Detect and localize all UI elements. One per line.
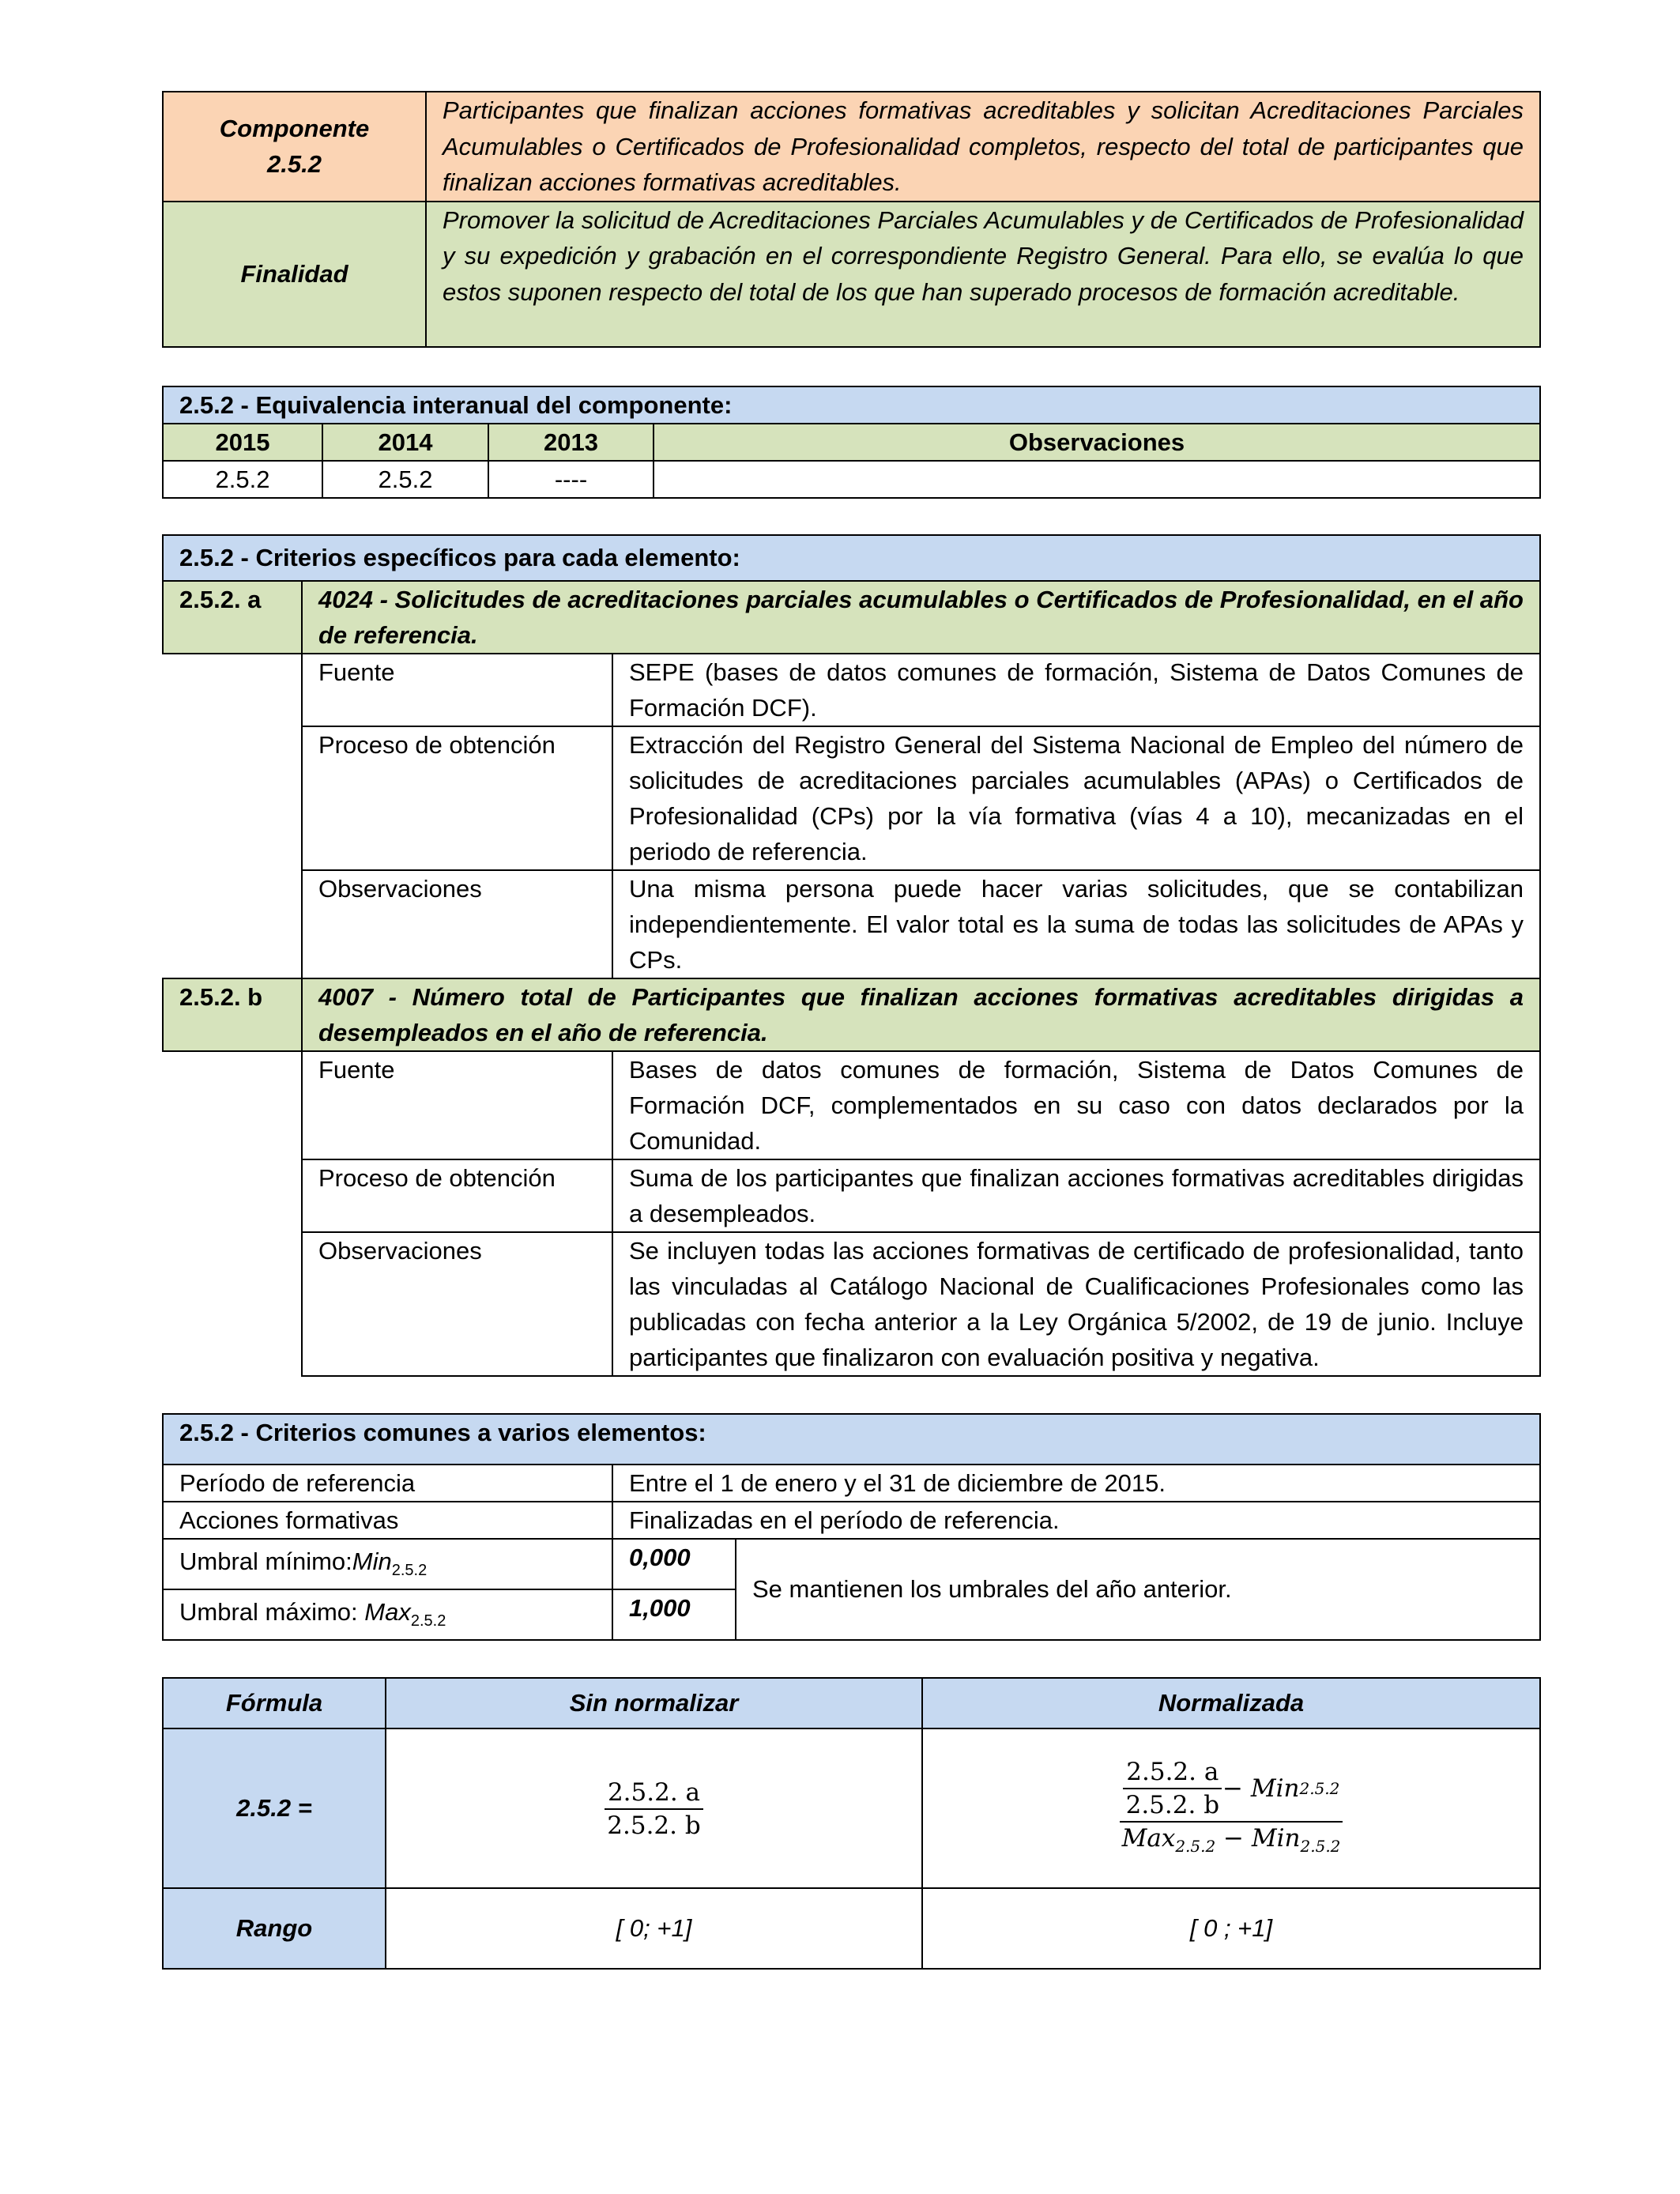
equivalence-cell: 2.5.2 <box>163 461 322 498</box>
equivalence-cell <box>654 461 1540 498</box>
component-number: 2.5.2 <box>267 150 322 179</box>
inner-numerator: 2.5.2. a <box>1123 1756 1222 1789</box>
formula-table <box>162 1677 1541 1970</box>
range-normalized: [ 0 ; +1] <box>922 1888 1540 1969</box>
criteria-title: 2.5.2 - Criterios específicos para cada elemento: <box>163 535 1540 581</box>
purpose-text: Promover la solicitud de Acreditaciones Parciales Acumulables y de Certificados de Profesionalidad y su expedición y grabación en el correspondiente Registro General. Para ello, se evalúa lo que estos suponen respecto del total de los que han superado procesos de formación acreditable. <box>426 202 1540 347</box>
den-max-sub: 2.5.2 <box>1175 1837 1216 1857</box>
min-threshold-value: 0,000 <box>612 1539 736 1589</box>
period-value: Entre el 1 de enero y el 31 de diciembre de 2015. <box>612 1465 1540 1502</box>
equivalence-header: 2013 <box>488 424 654 461</box>
max-sub: 2.5.2 <box>410 1612 446 1630</box>
den-minus-min-term: − Min <box>1215 1824 1301 1853</box>
equivalence-cell: 2.5.2 <box>322 461 488 498</box>
raw-numerator: 2.5.2. a <box>605 1777 703 1810</box>
row-label: Fuente <box>302 654 612 726</box>
raw-denominator: 2.5.2. b <box>607 1811 701 1841</box>
raw-fraction <box>604 1777 703 1842</box>
max-threshold-value: 1,000 <box>612 1589 736 1640</box>
normalized-numerator <box>1120 1756 1343 1823</box>
indent-spacer <box>163 654 302 726</box>
component-description: Participantes que finalizan acciones formativas acreditables y solicitan Acreditaciones Parciales Acumulables o Certificados de Profesionalidad completos, respecto del total de participantes que finalizan acciones formativas acreditables. <box>426 92 1540 202</box>
threshold-note: Se mantienen los umbrales del año anterior. <box>736 1539 1540 1640</box>
inner-denominator: 2.5.2. b <box>1125 1791 1220 1820</box>
row-value: Extracción del Registro General del Sistema Nacional de Empleo del número de solicitudes de acreditaciones parciales acumulables (APAs) o Certificados de Profesionalidad (CPs) por la vía formativa (vías 4 a 10), mecanizadas en el periodo de referencia. <box>612 726 1540 870</box>
normalized-fraction <box>1119 1756 1344 1862</box>
formula-raw <box>386 1728 922 1888</box>
formula-header: Fórmula <box>163 1678 386 1728</box>
common-criteria-table <box>162 1413 1541 1641</box>
component-label: Componente <box>219 114 370 142</box>
element-title: 4024 - Solicitudes de acreditaciones parciales acumulables o Certificados de Profesionalidad, en el año de referencia. <box>302 581 1540 654</box>
row-value: Una misma persona puede hacer varias solicitudes, que se contabilizan independientemente. El valor total es la suma de todas las solicitudes de APAs y CPs. <box>612 870 1540 978</box>
document-page <box>162 91 1541 1970</box>
equivalence-title: 2.5.2 - Equivalencia interanual del componente: <box>163 386 1540 424</box>
den-min-sub: 2.5.2 <box>1300 1837 1341 1857</box>
component-label-cell <box>163 92 426 202</box>
equivalence-header: Observaciones <box>654 424 1540 461</box>
range-label: Rango <box>163 1888 386 1969</box>
element-code: 2.5.2. b <box>163 978 302 1051</box>
row-value: Bases de datos comunes de formación, Sistema de Datos Comunes de Formación DCF, complementados en su caso con datos declarados por la Comunidad. <box>612 1051 1540 1159</box>
formula-header: Sin normalizar <box>386 1678 922 1728</box>
row-value: Se incluyen todas las acciones formativas de certificado de profesionalidad, tanto las vinculadas al Catálogo Nacional de Cualificaciones Profesionales como las publicadas con fecha anterior a la Ley Orgánica 5/2002, de 19 de junio. Incluye participantes que finalizaron con evaluación positiva y negativa. <box>612 1232 1540 1376</box>
max-var: Max <box>364 1597 411 1626</box>
indent-spacer <box>163 1051 302 1159</box>
row-label: Fuente <box>302 1051 612 1159</box>
row-value: SEPE (bases de datos comunes de formación, Sistema de Datos Comunes de Formación DCF). <box>612 654 1540 726</box>
min-label-text: Umbral mínimo: <box>179 1547 352 1575</box>
minus-min-term: − Min <box>1222 1774 1300 1804</box>
inner-fraction <box>1123 1756 1222 1821</box>
actions-value: Finalizadas en el período de referencia. <box>612 1502 1540 1539</box>
common-title: 2.5.2 - Criterios comunes a varios elementos: <box>163 1414 1540 1465</box>
min-term-sub: 2.5.2 <box>1299 1779 1340 1799</box>
indent-spacer <box>163 870 302 978</box>
formula-header: Normalizada <box>922 1678 1540 1728</box>
formula-normalized <box>922 1728 1540 1888</box>
indent-spacer <box>163 1232 302 1376</box>
equivalence-header: 2014 <box>322 424 488 461</box>
min-var: Min <box>352 1547 392 1575</box>
max-label-text: Umbral máximo: <box>179 1597 365 1626</box>
formula-row-label: 2.5.2 = <box>163 1728 386 1888</box>
equivalence-table <box>162 386 1541 499</box>
normalized-denominator <box>1119 1823 1344 1862</box>
min-threshold-label <box>163 1539 612 1589</box>
indent-spacer <box>163 726 302 870</box>
row-value: Suma de los participantes que finalizan acciones formativas acreditables dirigidas a desempleados. <box>612 1159 1540 1232</box>
min-sub: 2.5.2 <box>391 1561 428 1579</box>
row-label: Observaciones <box>302 1232 612 1376</box>
indent-spacer <box>163 1159 302 1232</box>
actions-label: Acciones formativas <box>163 1502 612 1539</box>
criteria-table <box>162 534 1541 1377</box>
component-table <box>162 91 1541 348</box>
element-code: 2.5.2. a <box>163 581 302 654</box>
den-max-term: Max <box>1121 1824 1176 1853</box>
element-title: 4007 - Número total de Participantes que finalizan acciones formativas acreditables dirigidas a desempleados en el año de referencia. <box>302 978 1540 1051</box>
max-threshold-label <box>163 1589 612 1640</box>
row-label: Proceso de obtención <box>302 726 612 870</box>
row-label: Proceso de obtención <box>302 1159 612 1232</box>
row-label: Observaciones <box>302 870 612 978</box>
period-label: Período de referencia <box>163 1465 612 1502</box>
range-raw: [ 0; +1] <box>386 1888 922 1969</box>
equivalence-header: 2015 <box>163 424 322 461</box>
purpose-label: Finalidad <box>163 202 426 347</box>
equivalence-cell: ---- <box>488 461 654 498</box>
